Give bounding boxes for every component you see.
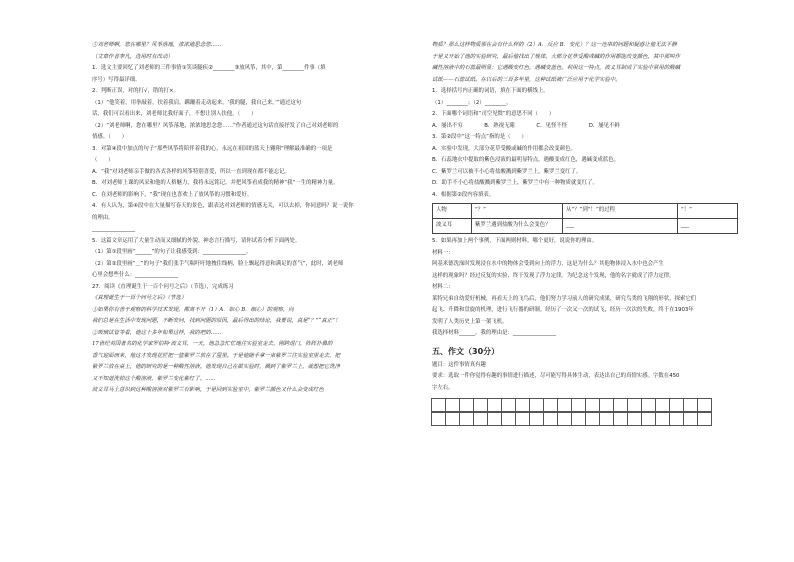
text-line: （文章作者李凡，选用时有改动） (92, 53, 173, 60)
text-line: 4．根据第②段内容填表。 (432, 191, 495, 198)
table-cell: 从“？”到“！”的过程 (563, 204, 678, 219)
text-line: 5．如果再加上两个事例，下面两则材料，哪个更好，说说你的理由。 (432, 238, 598, 244)
text-line: 紫罗兰放在桌上，他的研究的是一种酸性溶液。他发现自己在做实验时，溅到了紫罗兰上，就想把它洗净 (92, 364, 340, 370)
grid-cell (487, 398, 502, 412)
grid-cell (599, 398, 614, 412)
text-line: C．紫罗兰可以被不小心将盐酸溅到紫罗兰上，紫罗兰变红了。 (432, 168, 582, 175)
grid-cell (641, 412, 656, 426)
grid-cell (571, 398, 586, 412)
table-cell: 紫罗兰遇到盐酸为什么会变色？ (472, 219, 563, 234)
text-line: 1．选文主要回忆了刘老师的三件事情①笑谈腿疾②________③放风筝，其中，第________件事（填 (92, 65, 326, 71)
text-line: 3．对第④段中加点的句子“那些风筝将陪伴着我的心，永远在祖国的蓝天上翱翔”理解最准确的一项是 (92, 145, 333, 152)
grid-cell (557, 412, 572, 426)
text-line: 心里会想些什么：________________ (92, 272, 179, 278)
grid-cell (613, 412, 628, 426)
grid-cell (501, 398, 516, 412)
text-line: 字左右。 (432, 384, 454, 391)
fill-table (432, 203, 738, 234)
grid-cell (655, 398, 670, 412)
materials (432, 236, 740, 340)
left-column (92, 40, 412, 397)
grid-cell (529, 398, 544, 412)
grid-cell (445, 398, 460, 412)
grid-cell (445, 412, 460, 426)
text-line: （ ） (92, 157, 114, 163)
table-cell: 波义耳 (433, 219, 472, 234)
grid-cell (543, 398, 558, 412)
text-line: 波义耳马上意识到这种酸溶液对紫罗兰有影响，于是回到实验室中，紫罗兰颜色又什么会变成红色 (92, 387, 324, 393)
grid-cell (515, 412, 530, 426)
text-line: 发明了人类历史上第一架飞机。 (432, 318, 508, 325)
grid-cell (459, 398, 474, 412)
text-line: 的理由。 (92, 214, 114, 221)
text-line: 序号）写得最详细。 (92, 76, 141, 83)
text-line: A．屡出不穷 B．熟视无睹 C．见怪不怪 D．屡见不鲜 (432, 122, 620, 129)
text-line: A．实验中发现，大部分花草受酸或碱的作用都会改变颜色。 (432, 145, 576, 152)
grid-cell (515, 398, 530, 412)
grid-cell (571, 412, 586, 426)
text-line: 话，我们可以看出来，刘老师比我好面子，不想让别人扶他。（ ） (92, 111, 257, 117)
text-line: 《真理诞生于一百个问号之后》（节选） (92, 295, 187, 301)
table-cell: “！” (678, 204, 738, 219)
grid-cell (669, 412, 684, 426)
grid-cell (627, 398, 642, 412)
text-line: 我们总是在生活中发现问题，不断发问，找到问题的原因，最后得出的结论，我要说，真是“？”“真正”！ (92, 318, 341, 324)
text-line: 物质？那么这样物质那在会有什么样的（2）A．反应 B．变化）？这一连串的问题和疑惑让他无法平静 (432, 42, 677, 48)
text-line: 2．下面哪个词语和“司空见惯”的意思不同（ ） (432, 111, 555, 117)
grid-cell (655, 412, 670, 426)
grid-cell (543, 412, 558, 426)
table-cell: ___ (678, 219, 738, 234)
grid-cell (599, 412, 614, 426)
text-line: （2）第②段里画“＿”的句子“我们张手气喘吁吁地拽住线柄，脸上飘起得意和满足的喜气”，此时，刘老师 (92, 260, 344, 267)
text-line: 这样的现象吗？经过反复的实验，终于发现了浮力定律。为纪念这个发现，他的名字就成了浮力定律。 (432, 272, 675, 279)
grid-cell (641, 398, 656, 412)
text-line: B．石蕊地衣中提取的紫色浸液的最明显特点，遇酸变成红色，遇碱变成蓝色。 (432, 157, 619, 163)
text-line: ________________ (92, 226, 136, 232)
reading-part-2 (432, 40, 740, 201)
right-column (432, 40, 740, 426)
table-cell: ___ (563, 219, 678, 234)
text-line: （1）“他笑着，用拳敲着，扶着我肩，蹒跚着走动起来。‘我的腿，我自己来。’”通过这句 (92, 99, 302, 106)
text-line: A．“我”对刘老师亲手做的各式各样的风筝特别喜爱，所以一直到现在都不能忘记。 (92, 168, 290, 175)
text-line: 27．阅读《直理诞生于一百个问号之后》（节选），完成练习 (92, 283, 234, 290)
text-line: 起飞、升降和盘旋的机理，进行飞行器的研制。经历了一次又一次的试飞，经历一次次的失败，终于在1903年 (432, 307, 694, 313)
text-line: 碱性溶液中的石蕊最明显：它遇酸变红色，遇碱变蓝色。利用这一特点，波义耳制成了实验中常用的酸碱 (432, 65, 680, 71)
text-line: 3．第②段中“这一特点”指的是（ ） (432, 134, 527, 140)
grid-cell (697, 398, 712, 412)
text-line: D．助手不小心将盐酸溅到紫罗兰上，紫罗兰中有一种物质就变红了。 (432, 180, 598, 186)
text-line: 材料一： (432, 249, 454, 256)
text-line: 又不知道洗掉这个酸溶液，紫罗兰变化紫红了。...... (92, 375, 216, 382)
grid-cell (585, 398, 600, 412)
text-line: ②玻璃试管等着，他这十多年如果这样，我的吧的…… (92, 329, 222, 336)
grid-cell (487, 412, 502, 426)
text-line: B．对刘老师上课的风采和他的人格魅力，我将永远铭记，并把风筝看成我的精神“我”一生的精神力量。 (92, 180, 339, 186)
grid-cell (473, 398, 488, 412)
grid-cell (627, 412, 642, 426)
grid-cell (669, 398, 684, 412)
grid-cell (585, 412, 600, 426)
text-line: 5．这篇文章运用了大量生动而又细腻的外貌、神态言行描写，请你试着分析下面两处。 (92, 237, 301, 244)
text-line: 题目：这件事情真有趣 (432, 361, 486, 368)
text-line: 阿基米德洗澡时发现浸在水中的物体会受到向上的浮力，这是为什么？其他物体浸入水中也会产生 (432, 261, 664, 267)
text-line: （1）第①段里画“______”的句子让我感受到：________________。 (92, 249, 252, 255)
grid-cell (473, 412, 488, 426)
text-line: ①如果你有善于观察的科学技术发现，都离不开（1）A．如心 B．细心）的观察，向 (92, 306, 294, 313)
writing-grid (432, 398, 740, 426)
text-line: 4．有人认为，第④段中在大量描写春天的景色，跟表达对刘老师的情感无关，可以去掉，你同意吗？说一说你 (92, 203, 354, 209)
grid-cell (431, 398, 446, 412)
text-line: 1．选择括号内正确的词语，填在下面的横线上。 (432, 88, 549, 94)
grid-cell (697, 412, 712, 426)
text-line: 情感。（ ） (92, 134, 128, 140)
text-line: 莱特兄弟自幼爱好机械，再看天上的飞鸟后，他们努力学习前人的研究成果，研究鸟类的飞翔的形状，探索它们 (432, 295, 697, 302)
text-line: （2）“刘老师啊，您在哪里？风筝落地，浓浓地思念您……”作者通过这句话直接抒发了自己对刘老师的 (92, 122, 339, 129)
text-line: （1）________；（2）________。 (432, 99, 512, 106)
grid-cell (683, 412, 698, 426)
text-line: 试纸——石蕊试纸。在以后的三百多年里，这种试纸被广泛应用于化学实验中。 (432, 76, 621, 83)
text-line: 2．判断正误，对的打√，错的打×。 (92, 88, 179, 94)
text-line: 17世纪英国著名的化学家罗伯特·波义耳，一天，他急急忙忙地往实验室走去，刚跨进门，阵阵扑鼻的 (92, 341, 333, 347)
table-row (433, 204, 738, 219)
text-line: 我选择材料______，我的理由是：________________ (432, 330, 556, 336)
table-cell: “？” (472, 204, 563, 219)
grid-cell (557, 398, 572, 412)
grid-cell (431, 412, 446, 426)
grid-cell (529, 412, 544, 426)
grid-cell (683, 398, 698, 412)
text-line: 香气迎面而来，他这才发现花匠把一篮紫罗兰放在了屋里。于是他随手拿一束紫罗兰往实验室里走去，把 (92, 352, 340, 359)
text-line: 于是又开始了他的实验研究，最后他找出了规律。大部分花草受酸或碱的作用都能改变颜色，其中那叫作 (432, 53, 680, 60)
section-title: 五、作文（30分） (432, 346, 500, 356)
table-row (433, 219, 738, 234)
grid-cell (459, 412, 474, 426)
text-line: ⑤刘老师啊，您在哪里？风筝落地，浓浓地思念您…… (92, 42, 222, 48)
text-line: 材料二： (432, 284, 454, 290)
essay-prompt (432, 360, 740, 395)
text-line: 要求：选取一件你觉得有趣的事情进行描述，尽可能写得具体生动，表达出自己的真情实感。字数在450 (432, 373, 680, 379)
grid-cell (613, 398, 628, 412)
grid-cell (501, 412, 516, 426)
text-line: C．在刘老师的影响下，“我”现在也喜欢上了放风筝的习惯和爱好。 (92, 191, 253, 198)
table-cell: 人物 (433, 204, 472, 219)
